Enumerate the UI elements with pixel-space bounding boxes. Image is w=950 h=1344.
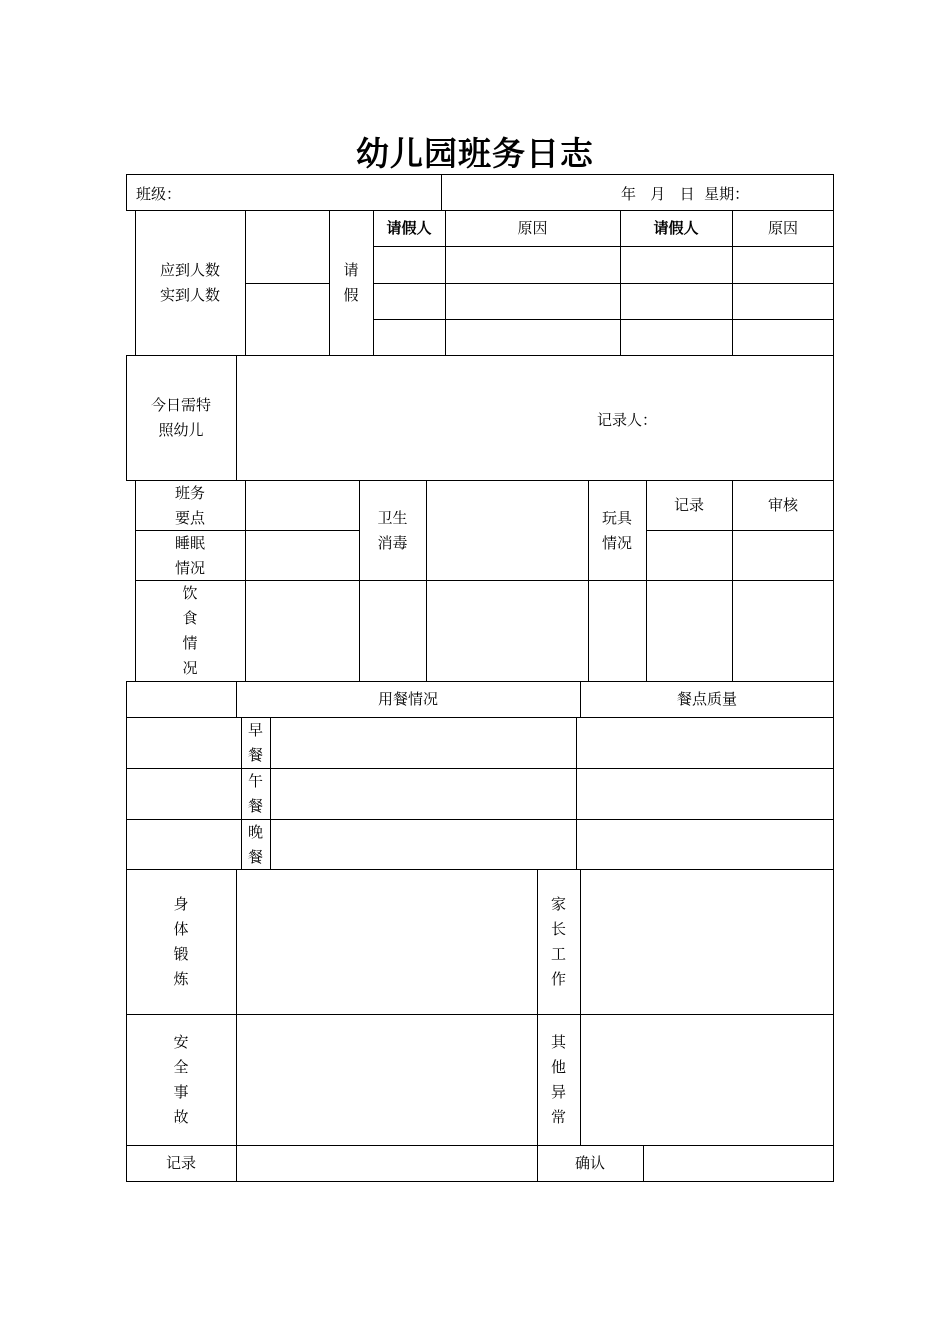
dinner-label: 晚 餐 [247, 823, 263, 866]
sleep-label: 睡眠 情况 [174, 534, 205, 577]
divider [441, 174, 442, 211]
col-leave-person-1: 请假人 [386, 219, 432, 237]
key-points-label: 班务 要点 [174, 484, 205, 527]
divider [270, 717, 271, 870]
recorder-label: 记录人： [597, 411, 658, 429]
col-reason-1: 原因 [517, 219, 548, 237]
attendance-label: 应到人数 实到人数 [159, 261, 220, 304]
divider [576, 717, 577, 870]
divider [646, 530, 834, 531]
other-label: 其 他 异 常 [550, 1033, 566, 1126]
special-care-label: 今日需特 照幼儿 [150, 396, 211, 439]
diet-label: 饮 食 情 况 [182, 584, 198, 677]
hygiene-label: 卫生 消毒 [377, 509, 408, 552]
date-label: 年 月 日 星期： [621, 185, 750, 203]
divider [426, 480, 427, 682]
dining-header: 用餐情况 [377, 690, 438, 708]
lunch-label: 午 餐 [247, 772, 263, 815]
divider [236, 1145, 237, 1182]
review-label: 审核 [767, 496, 798, 514]
safety-label: 安 全 事 故 [173, 1033, 189, 1126]
leave-label: 请 假 [343, 261, 359, 304]
divider [373, 246, 834, 247]
divider [236, 869, 237, 1146]
divider [126, 717, 834, 718]
parents-label: 家 长 工 作 [550, 895, 566, 988]
divider [245, 480, 246, 682]
toys-label: 玩具 情况 [601, 509, 632, 552]
record-label: 记录 [673, 496, 704, 514]
exercise-label: 身 体 锻 炼 [173, 895, 189, 988]
col-leave-person-2: 请假人 [653, 219, 699, 237]
class-label: 班级： [136, 185, 182, 203]
divider [126, 768, 834, 769]
divider [126, 819, 834, 820]
divider [643, 1145, 644, 1182]
divider [236, 355, 237, 481]
divider [580, 869, 581, 1146]
footer-record-label: 记录 [165, 1154, 196, 1172]
divider [126, 1014, 834, 1015]
divider [245, 283, 329, 284]
footer-confirm-label: 确认 [574, 1154, 605, 1172]
divider [373, 283, 834, 284]
quality-header: 餐点质量 [676, 690, 737, 708]
divider [373, 319, 834, 320]
breakfast-label: 早 餐 [247, 721, 263, 764]
page-title: 幼儿园班务日志 [356, 134, 594, 173]
col-reason-2: 原因 [767, 219, 798, 237]
